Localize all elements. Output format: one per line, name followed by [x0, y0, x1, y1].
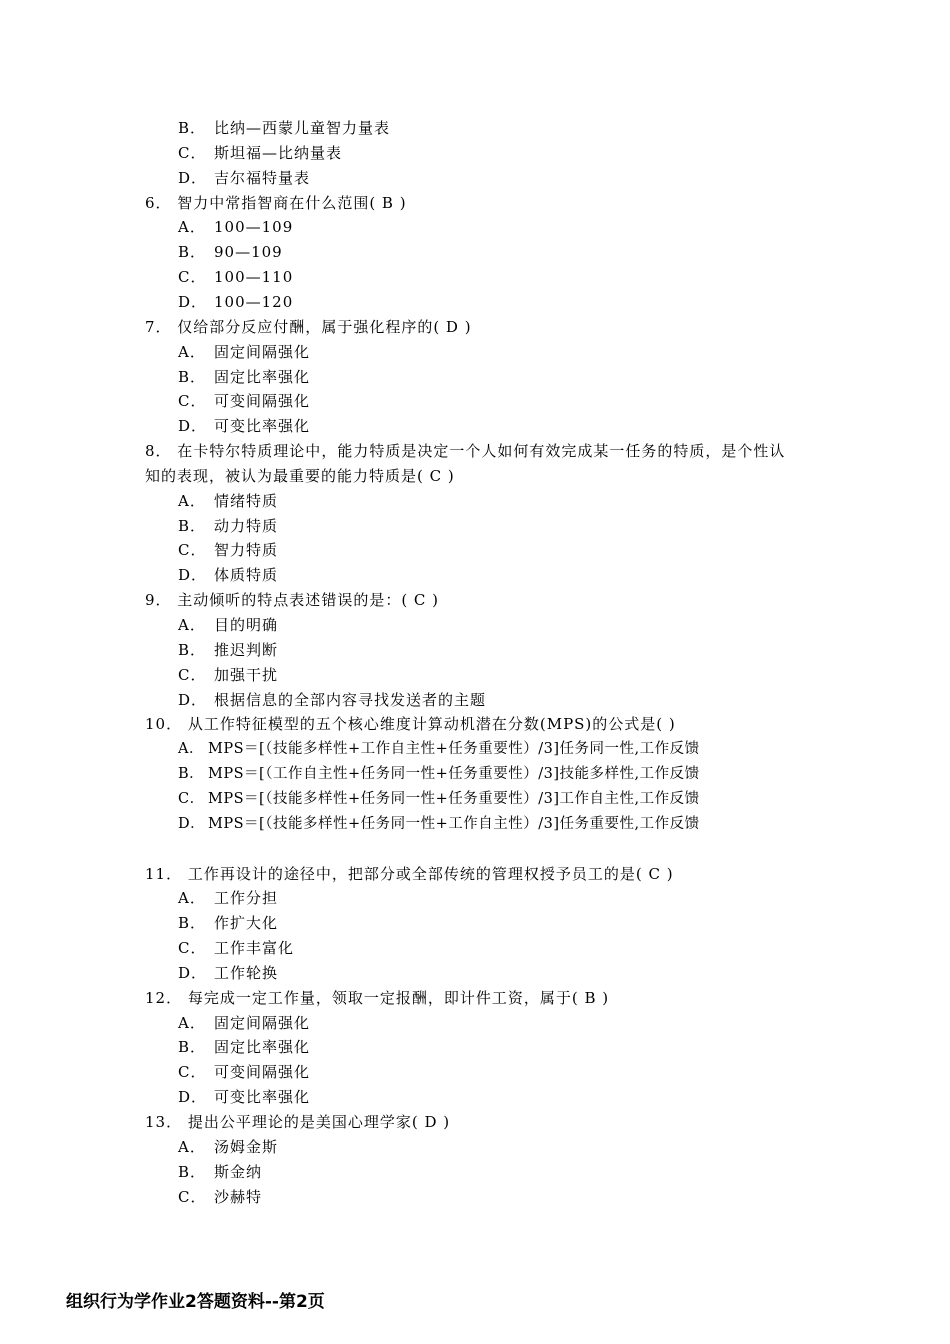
option-line [178, 690, 486, 710]
option-label: A． [178, 1137, 206, 1156]
option-text: 根据信息的全部内容寻找发送者的主题 [214, 690, 487, 709]
option-text: 比纳—西蒙儿童智力量表 [214, 119, 391, 137]
option-label: C． [178, 143, 207, 162]
option-label: C． [178, 268, 207, 287]
option-text: 智力特质 [214, 541, 279, 560]
option-text: 工作轮换 [214, 963, 279, 982]
option-label: D． [178, 1088, 208, 1107]
option-line [178, 1187, 262, 1207]
option-text: 斯金纳 [214, 1162, 263, 1181]
page-footer: 组织行为学作业2答题资料--第2页 [66, 1292, 325, 1312]
option-line [178, 739, 700, 759]
option-text: 100—110 [214, 268, 294, 287]
option-text: 固定比率强化 [214, 367, 311, 386]
option-label: C． [178, 790, 205, 807]
option-line [178, 963, 278, 983]
option-text: 吉尔福特量表 [214, 168, 311, 187]
option-label: D． [178, 168, 208, 187]
option-line [178, 1062, 310, 1082]
option-text: MPS＝[（技能多样性+工作自主性+任务重要性）/3]任务同一性,工作反馈 [208, 741, 700, 758]
option-line [178, 814, 700, 834]
question-line: 12． 每完成一定工作量，领取一定报酬，即计件工资，属于( B ) [145, 988, 610, 1007]
option-text: 工作丰富化 [214, 939, 295, 958]
option-label: C． [178, 939, 207, 958]
option-text: MPS＝[（工作自主性+任务同一性+任务重要性）/3]技能多样性,工作反馈 [208, 766, 700, 783]
option-line [178, 1087, 310, 1107]
option-label: D． [178, 690, 208, 709]
option-line [178, 565, 278, 585]
option-text: 体质特质 [214, 566, 279, 585]
option-label: B． [178, 1038, 207, 1057]
question-line: 9． 主动倾听的特点表述错误的是：( C ) [145, 591, 440, 610]
option-line [178, 888, 278, 908]
question-line: 7． 仅给部分反应付酬，属于强化程序的( D ) [145, 317, 472, 336]
option-line [178, 640, 278, 660]
option-line [178, 938, 294, 958]
option-line [178, 416, 310, 436]
option-text: 动力特质 [214, 516, 279, 535]
option-text: 目的明确 [214, 616, 279, 634]
option-text: 斯坦福—比纳量表 [214, 143, 343, 162]
option-text: 固定间隔强化 [214, 1013, 311, 1032]
option-line [178, 913, 278, 933]
option-label: A． [178, 1013, 206, 1032]
option-label: C． [178, 541, 207, 560]
option-text: 沙赫特 [214, 1187, 263, 1206]
option-text: MPS＝[（技能多样性+任务同一性+任务重要性）/3]工作自主性,工作反馈 [208, 790, 700, 807]
option-line [178, 615, 278, 635]
option-label: A． [178, 218, 206, 237]
option-text: 可变间隔强化 [214, 392, 311, 411]
option-text: MPS＝[（技能多样性+任务同一性+工作自主性）/3]任务重要性,工作反馈 [208, 815, 700, 832]
option-line [178, 665, 278, 685]
question-line: 10． 从工作特征模型的五个核心维度计算动机潜在分数(MPS)的公式是( ) [145, 715, 676, 734]
option-text: 汤姆金斯 [214, 1137, 279, 1156]
option-line [178, 1137, 278, 1157]
option-line [178, 491, 278, 511]
option-line [178, 764, 700, 784]
option-text: 100—120 [214, 292, 294, 311]
option-label: C． [178, 1063, 207, 1082]
option-label: D． [178, 417, 208, 436]
option-line [178, 516, 278, 536]
option-label: A． [178, 491, 206, 510]
option-label: B． [178, 1162, 207, 1181]
option-label: A． [178, 616, 206, 634]
option-line [178, 1037, 310, 1057]
option-text: 100—109 [214, 218, 294, 237]
option-line [178, 118, 390, 138]
option-label: A． [178, 342, 206, 361]
option-text: 工作分担 [214, 889, 279, 908]
option-line [178, 217, 293, 237]
question-line: 6． 智力中常指智商在什么范围( B ) [145, 193, 407, 212]
option-line [178, 367, 310, 387]
option-label: B． [178, 516, 207, 535]
option-label: A． [178, 889, 206, 908]
option-line [178, 540, 278, 560]
option-label: B． [178, 914, 207, 933]
option-text: 可变间隔强化 [214, 1063, 311, 1082]
option-line [178, 342, 310, 362]
option-text: 固定间隔强化 [214, 342, 311, 361]
option-label: D． [178, 566, 208, 585]
option-line [178, 143, 342, 163]
option-line [178, 242, 283, 262]
option-label: B． [178, 766, 205, 783]
option-text: 作扩大化 [214, 914, 279, 933]
option-line [178, 391, 310, 411]
option-label: D． [178, 815, 206, 832]
option-text: 推迟判断 [214, 640, 279, 659]
option-label: D． [178, 963, 208, 982]
option-label: C． [178, 1187, 207, 1206]
option-label: B． [178, 640, 207, 659]
question-line: 13． 提出公平理论的是美国心理学家( D ) [145, 1113, 451, 1131]
option-line [178, 1013, 310, 1033]
option-label: A． [178, 741, 204, 758]
option-label: B． [178, 367, 207, 386]
question-line: 知的表现，被认为最重要的能力特质是( C ) [145, 466, 455, 485]
option-line [178, 292, 293, 312]
option-text: 可变比率强化 [214, 417, 311, 436]
option-line [178, 1162, 262, 1182]
option-label: C． [178, 392, 207, 411]
question-line: 8． 在卡特尔特质理论中，能力特质是决定一个人如何有效完成某一任务的特质，是个性认 [145, 442, 786, 461]
option-label: C． [178, 665, 207, 684]
option-text: 可变比率强化 [214, 1088, 311, 1107]
option-label: B． [178, 119, 207, 137]
option-text: 情绪特质 [214, 491, 279, 510]
option-label: B． [178, 243, 207, 262]
option-line [178, 168, 310, 188]
option-label: D． [178, 292, 208, 311]
option-line [178, 789, 700, 809]
option-text: 加强干扰 [214, 665, 279, 684]
question-line: 11． 工作再设计的途径中，把部分或全部传统的管理权授予员工的是( C ) [145, 864, 674, 883]
option-text: 90—109 [214, 243, 283, 262]
option-text: 固定比率强化 [214, 1038, 311, 1057]
option-line [178, 267, 293, 287]
